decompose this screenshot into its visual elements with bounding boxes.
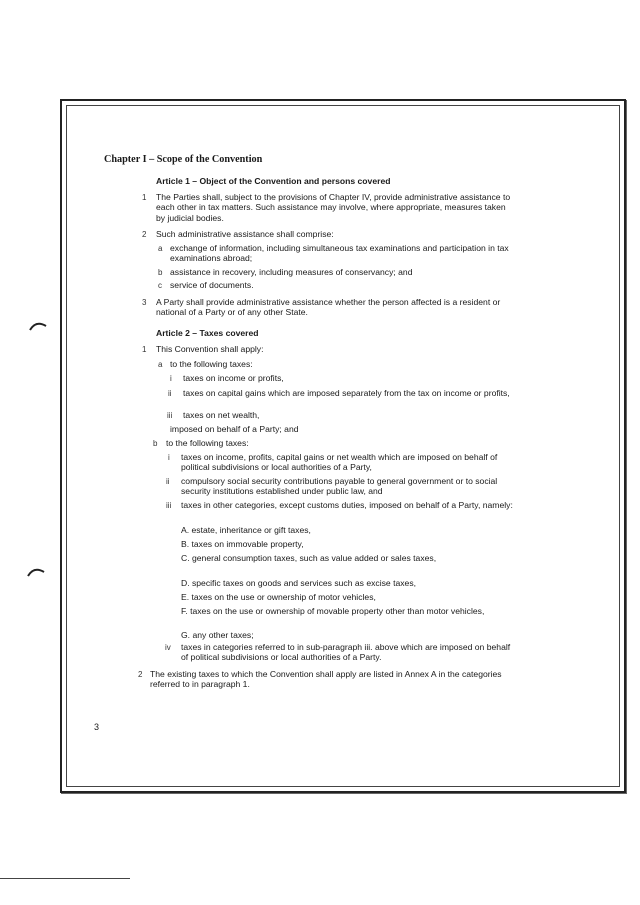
subitem-label: i xyxy=(170,374,172,383)
article-2-b-i: taxes on income, profits, capital gains or net wealth which are imposed on behalf of political subdivisions or local authorities of a Party, xyxy=(181,452,498,473)
article-2-paragraph-2: The existing taxes to which the Convention shall apply are listed in Annex A in the categories referred to in paragraph 1. xyxy=(150,669,502,690)
subitem-label: i xyxy=(168,453,170,462)
scan-edge-line xyxy=(0,878,130,879)
page-number: 3 xyxy=(94,722,100,732)
article-2-a-ii: taxes on capital gains which are imposed separately from the tax on income or profits, xyxy=(183,388,510,398)
article-2-paragraph-1: This Convention shall apply: xyxy=(156,344,264,354)
item-label: b xyxy=(153,439,158,448)
article-2-a-iii: taxes on net wealth, xyxy=(183,410,260,420)
tax-category: B. taxes on immovable property, xyxy=(181,539,304,549)
article-1-paragraph-2: Such administrative assistance shall comprise: xyxy=(156,229,334,239)
tax-category: F. taxes on the use or ownership of movable property other than motor vehicles, xyxy=(181,606,485,616)
subitem-label: ii xyxy=(166,477,170,486)
item-label: b xyxy=(158,268,163,277)
article-2-b-ii: compulsory social security contributions payable to general government or to social security institutions established under public law, and xyxy=(181,476,498,497)
article-2-item-a: to the following taxes: xyxy=(170,359,253,369)
article-2-b-iii: taxes in other categories, except customs duties, imposed on behalf of a Party, namely: xyxy=(181,500,513,510)
article-1-item-c: service of documents. xyxy=(170,280,254,290)
tax-category: A. estate, inheritance or gift taxes, xyxy=(181,525,311,535)
article-1-paragraph-3: A Party shall provide administrative assistance whether the person affected is a resident or national of a Party or of any other State. xyxy=(156,297,501,318)
paragraph-number: 1 xyxy=(142,193,147,202)
article-1-heading: Article 1 – Object of the Convention and persons covered xyxy=(156,176,391,186)
subitem-label: iv xyxy=(165,643,171,652)
tax-category: D. specific taxes on goods and services such as excise taxes, xyxy=(181,578,417,588)
scan-mark-mid-left xyxy=(26,564,48,580)
item-label: a xyxy=(158,360,163,369)
subitem-label: iii xyxy=(166,501,172,510)
article-1-paragraph-1: The Parties shall, subject to the provisions of Chapter IV, provide administrative assistance to each other in tax matters. Such assistance may involve, where appropriate, measures taken by judicial bodies. xyxy=(156,192,511,223)
tax-category: C. general consumption taxes, such as value added or sales taxes, xyxy=(181,553,437,563)
tax-category: E. taxes on the use or ownership of motor vehicles, xyxy=(181,592,376,602)
paragraph-number: 3 xyxy=(142,298,147,307)
article-2-a-tail: imposed on behalf of a Party; and xyxy=(170,424,299,434)
item-label: c xyxy=(158,281,162,290)
paragraph-number: 2 xyxy=(138,670,143,679)
article-2-heading: Article 2 – Taxes covered xyxy=(156,328,259,338)
article-2-a-i: taxes on income or profits, xyxy=(183,373,284,383)
subitem-label: ii xyxy=(168,389,172,398)
article-1-item-a: exchange of information, including simultaneous tax examinations and participation in tax examinations abroad; xyxy=(170,243,509,264)
article-1-item-b: assistance in recovery, including measures of conservancy; and xyxy=(170,267,413,277)
tax-category: G. any other taxes; xyxy=(181,630,254,640)
subitem-label: iii xyxy=(167,411,173,420)
article-2-item-b: to the following taxes: xyxy=(166,438,249,448)
scan-mark-top-left xyxy=(28,318,50,334)
paragraph-number: 2 xyxy=(142,230,147,239)
article-2-b-iv: taxes in categories referred to in sub-paragraph iii. above which are imposed on behalf of political subdivisions or local authorities of a Party. xyxy=(181,642,511,663)
item-label: a xyxy=(158,244,163,253)
paragraph-number: 1 xyxy=(142,345,147,354)
chapter-title: Chapter I – Scope of the Convention xyxy=(104,154,263,165)
